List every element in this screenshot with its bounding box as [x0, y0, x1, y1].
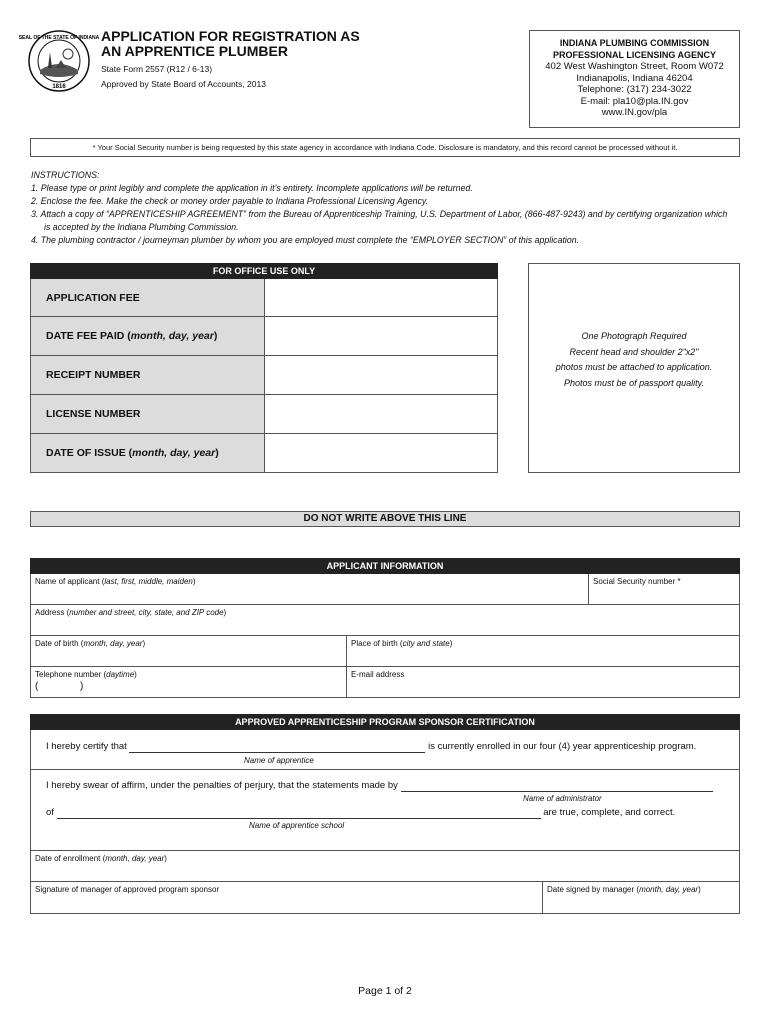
office-label-text: LICENSE NUMBER	[46, 408, 141, 420]
office-row-date-fee-paid	[30, 317, 498, 356]
sponsor-certification-section	[30, 714, 740, 914]
page-number: Page 1 of 2	[358, 985, 412, 997]
agency-telephone: Telephone: (317) 234-3022	[577, 84, 692, 95]
office-label-text: DATE FEE PAID (	[46, 330, 131, 342]
seal-year: 1816	[52, 84, 66, 90]
application-fee-field	[265, 279, 497, 316]
office-label	[31, 356, 265, 394]
office-label-text: APPLICATION FEE	[46, 291, 140, 304]
apprentice-name-input[interactable]	[129, 741, 425, 753]
close-paren: )	[192, 577, 196, 586]
of-suffix: are true, complete, and correct.	[543, 807, 676, 818]
pob-label: Place of birth (	[351, 639, 403, 648]
instructions	[31, 169, 731, 247]
agency-line1: INDIANA PLUMBING COMMISSION	[559, 38, 710, 48]
certify-suffix: is currently enrolled in our four (4) year apprenticeship program.	[428, 741, 697, 752]
date-fee-paid-field	[265, 317, 497, 355]
close-paren: )	[698, 885, 701, 894]
office-label-close: )	[215, 447, 219, 459]
date-signed-note: month, day, year	[639, 885, 699, 894]
date-signed-label: Date signed by manager (	[547, 885, 640, 894]
school-name-caption: Name of apprentice school	[249, 821, 345, 830]
ssn-label: Social Security number *	[593, 577, 681, 586]
office-use-heading: FOR OFFICE USE ONLY	[30, 263, 498, 279]
instructions-heading: INSTRUCTIONS:	[31, 170, 100, 180]
address-note: number and street, city, state, and ZIP code	[69, 608, 224, 617]
close-paren: )	[142, 639, 146, 648]
ssn-field[interactable]	[589, 574, 739, 604]
agency-web: www.IN.gov/pla	[601, 107, 668, 118]
office-label-note: month, day, year	[130, 330, 214, 342]
close-paren: )	[223, 608, 227, 617]
certify-prefix: I hereby certify that	[46, 741, 127, 752]
office-use-table	[30, 263, 498, 473]
agency-address1: 402 West Washington Street, Room W072	[545, 61, 724, 72]
form-info	[101, 62, 266, 92]
applicant-name-note: last, first, middle, maiden	[104, 577, 193, 586]
form-number: State Form 2557 (R12 / 6-13)	[101, 64, 213, 74]
form-title-line1: APPLICATION FOR REGISTRATION AS	[101, 28, 360, 44]
applicant-heading: APPLICANT INFORMATION	[30, 558, 740, 574]
agency-address2: Indianapolis, Indiana 46204	[576, 72, 693, 84]
instruction-item: 4. The plumbing contractor / journeyman plumber by whom you are employed must complete the “EMPLOYER SECTION” of this application.	[31, 235, 580, 245]
office-label	[31, 434, 265, 472]
signature-label: Signature of manager of approved program sponsor	[35, 885, 220, 894]
photo-line1: One Photograph Required	[581, 331, 687, 341]
swear-prefix: I hereby swear of affirm, under the penalties of perjury, that the statements made by	[46, 780, 398, 791]
form-title-line2: AN APPRENTICE PLUMBER	[101, 43, 288, 59]
administrator-name-input[interactable]	[401, 780, 713, 792]
email-label: E-mail address	[351, 670, 405, 679]
school-sentence	[46, 807, 675, 819]
email-field[interactable]	[347, 667, 739, 697]
seal-text-top: SEAL OF THE STATE OF INDIANA	[18, 35, 100, 41]
school-name-input[interactable]	[57, 807, 541, 819]
pob-note: city and state	[402, 639, 450, 648]
office-row-date-of-issue	[30, 434, 498, 473]
applicant-row-address	[30, 605, 740, 636]
swear-block	[30, 770, 740, 851]
photo-box[interactable]	[528, 263, 740, 473]
office-row-license-number	[30, 395, 498, 434]
manager-signature-field[interactable]	[31, 882, 543, 913]
place-of-birth-field[interactable]	[347, 636, 739, 666]
dob-note: month, day, year	[83, 639, 143, 648]
close-paren: )	[134, 670, 137, 679]
dob-label: Date of birth (	[35, 639, 84, 648]
instruction-item: 3. Attach a copy of “APPRENTICESHIP AGREEMENT” from the Bureau of Apprenticeship Training, U.S. Department of Labor, (866-487-9243) and by certifying organization which is accepted by the Indiana Plumbing Commission.	[31, 209, 728, 232]
applicant-row-birth	[30, 636, 740, 667]
applicant-row-name	[30, 574, 740, 605]
area-code-close: )	[80, 681, 84, 692]
phone-label: Telephone number (	[35, 670, 107, 679]
enrollment-row	[30, 851, 740, 882]
date-of-birth-field[interactable]	[31, 636, 347, 666]
do-not-write-banner: DO NOT WRITE ABOVE THIS LINE	[30, 511, 740, 527]
form-approval: Approved by State Board of Accounts, 2013	[101, 79, 266, 89]
office-label-note: month, day, year	[132, 447, 216, 459]
form-title	[101, 29, 391, 59]
photo-line4: Photos must be of passport quality.	[564, 377, 704, 388]
enrollment-note: month, day, year	[105, 854, 165, 863]
office-label	[31, 279, 265, 316]
applicant-row-contact	[30, 667, 740, 698]
office-label-text: RECEIPT NUMBER	[46, 369, 141, 381]
office-label	[31, 395, 265, 433]
office-row-receipt-number	[30, 356, 498, 395]
close-paren: )	[164, 854, 167, 863]
close-paren: )	[449, 639, 453, 648]
enrollment-date-field[interactable]	[31, 851, 739, 881]
instruction-item: 1. Please type or print legibly and complete the application in it’s entirety. Incomplete applications will be returned.	[31, 183, 473, 193]
instruction-item: 2. Enclose the fee. Make the check or money order payable to Indiana Professional Licensing Agency.	[31, 196, 429, 206]
enrollment-label: Date of enrollment (	[35, 854, 106, 863]
agency-email: E-mail: pla10@pla.IN.gov	[580, 95, 689, 107]
agency-line2: PROFESSIONAL LICENSING AGENCY	[552, 49, 717, 60]
receipt-number-field	[265, 356, 497, 394]
photo-line3: photos must be attached to application.	[555, 362, 713, 372]
ssn-disclosure-note: * Your Social Security number is being requested by this state agency in accordance with Indiana Code. Disclosure is mandatory, and this record cannot be processed without it.	[30, 138, 740, 157]
swear-sentence	[46, 780, 713, 792]
administrator-name-caption: Name of administrator	[523, 794, 602, 803]
date-signed-field[interactable]	[543, 882, 739, 913]
office-row-application-fee	[30, 279, 498, 317]
apprentice-name-caption: Name of apprentice	[244, 756, 314, 765]
phone-note: daytime	[106, 670, 135, 679]
office-label-text: DATE OF ISSUE (	[46, 447, 133, 459]
applicant-name-label: Name of applicant (	[35, 577, 105, 586]
sponsor-heading: APPROVED APPRENTICESHIP PROGRAM SPONSOR CERTIFICATION	[30, 714, 740, 730]
address-field[interactable]	[31, 605, 739, 635]
license-number-field	[265, 395, 497, 433]
of-label: of	[46, 807, 54, 818]
telephone-field[interactable]	[31, 667, 347, 697]
signature-row	[30, 882, 740, 914]
certify-block	[30, 730, 740, 770]
state-seal-icon	[18, 30, 100, 92]
applicant-information-section	[30, 558, 740, 698]
office-label-close: )	[213, 330, 218, 342]
area-code-open: (	[35, 681, 39, 692]
photo-line2: Recent head and shoulder 2"x2"	[569, 346, 699, 357]
agency-box	[529, 30, 740, 128]
applicant-name-field[interactable]	[31, 574, 589, 604]
date-of-issue-field	[265, 434, 497, 472]
certify-sentence	[46, 741, 696, 753]
address-label: Address (	[35, 608, 70, 617]
office-label	[31, 317, 265, 355]
